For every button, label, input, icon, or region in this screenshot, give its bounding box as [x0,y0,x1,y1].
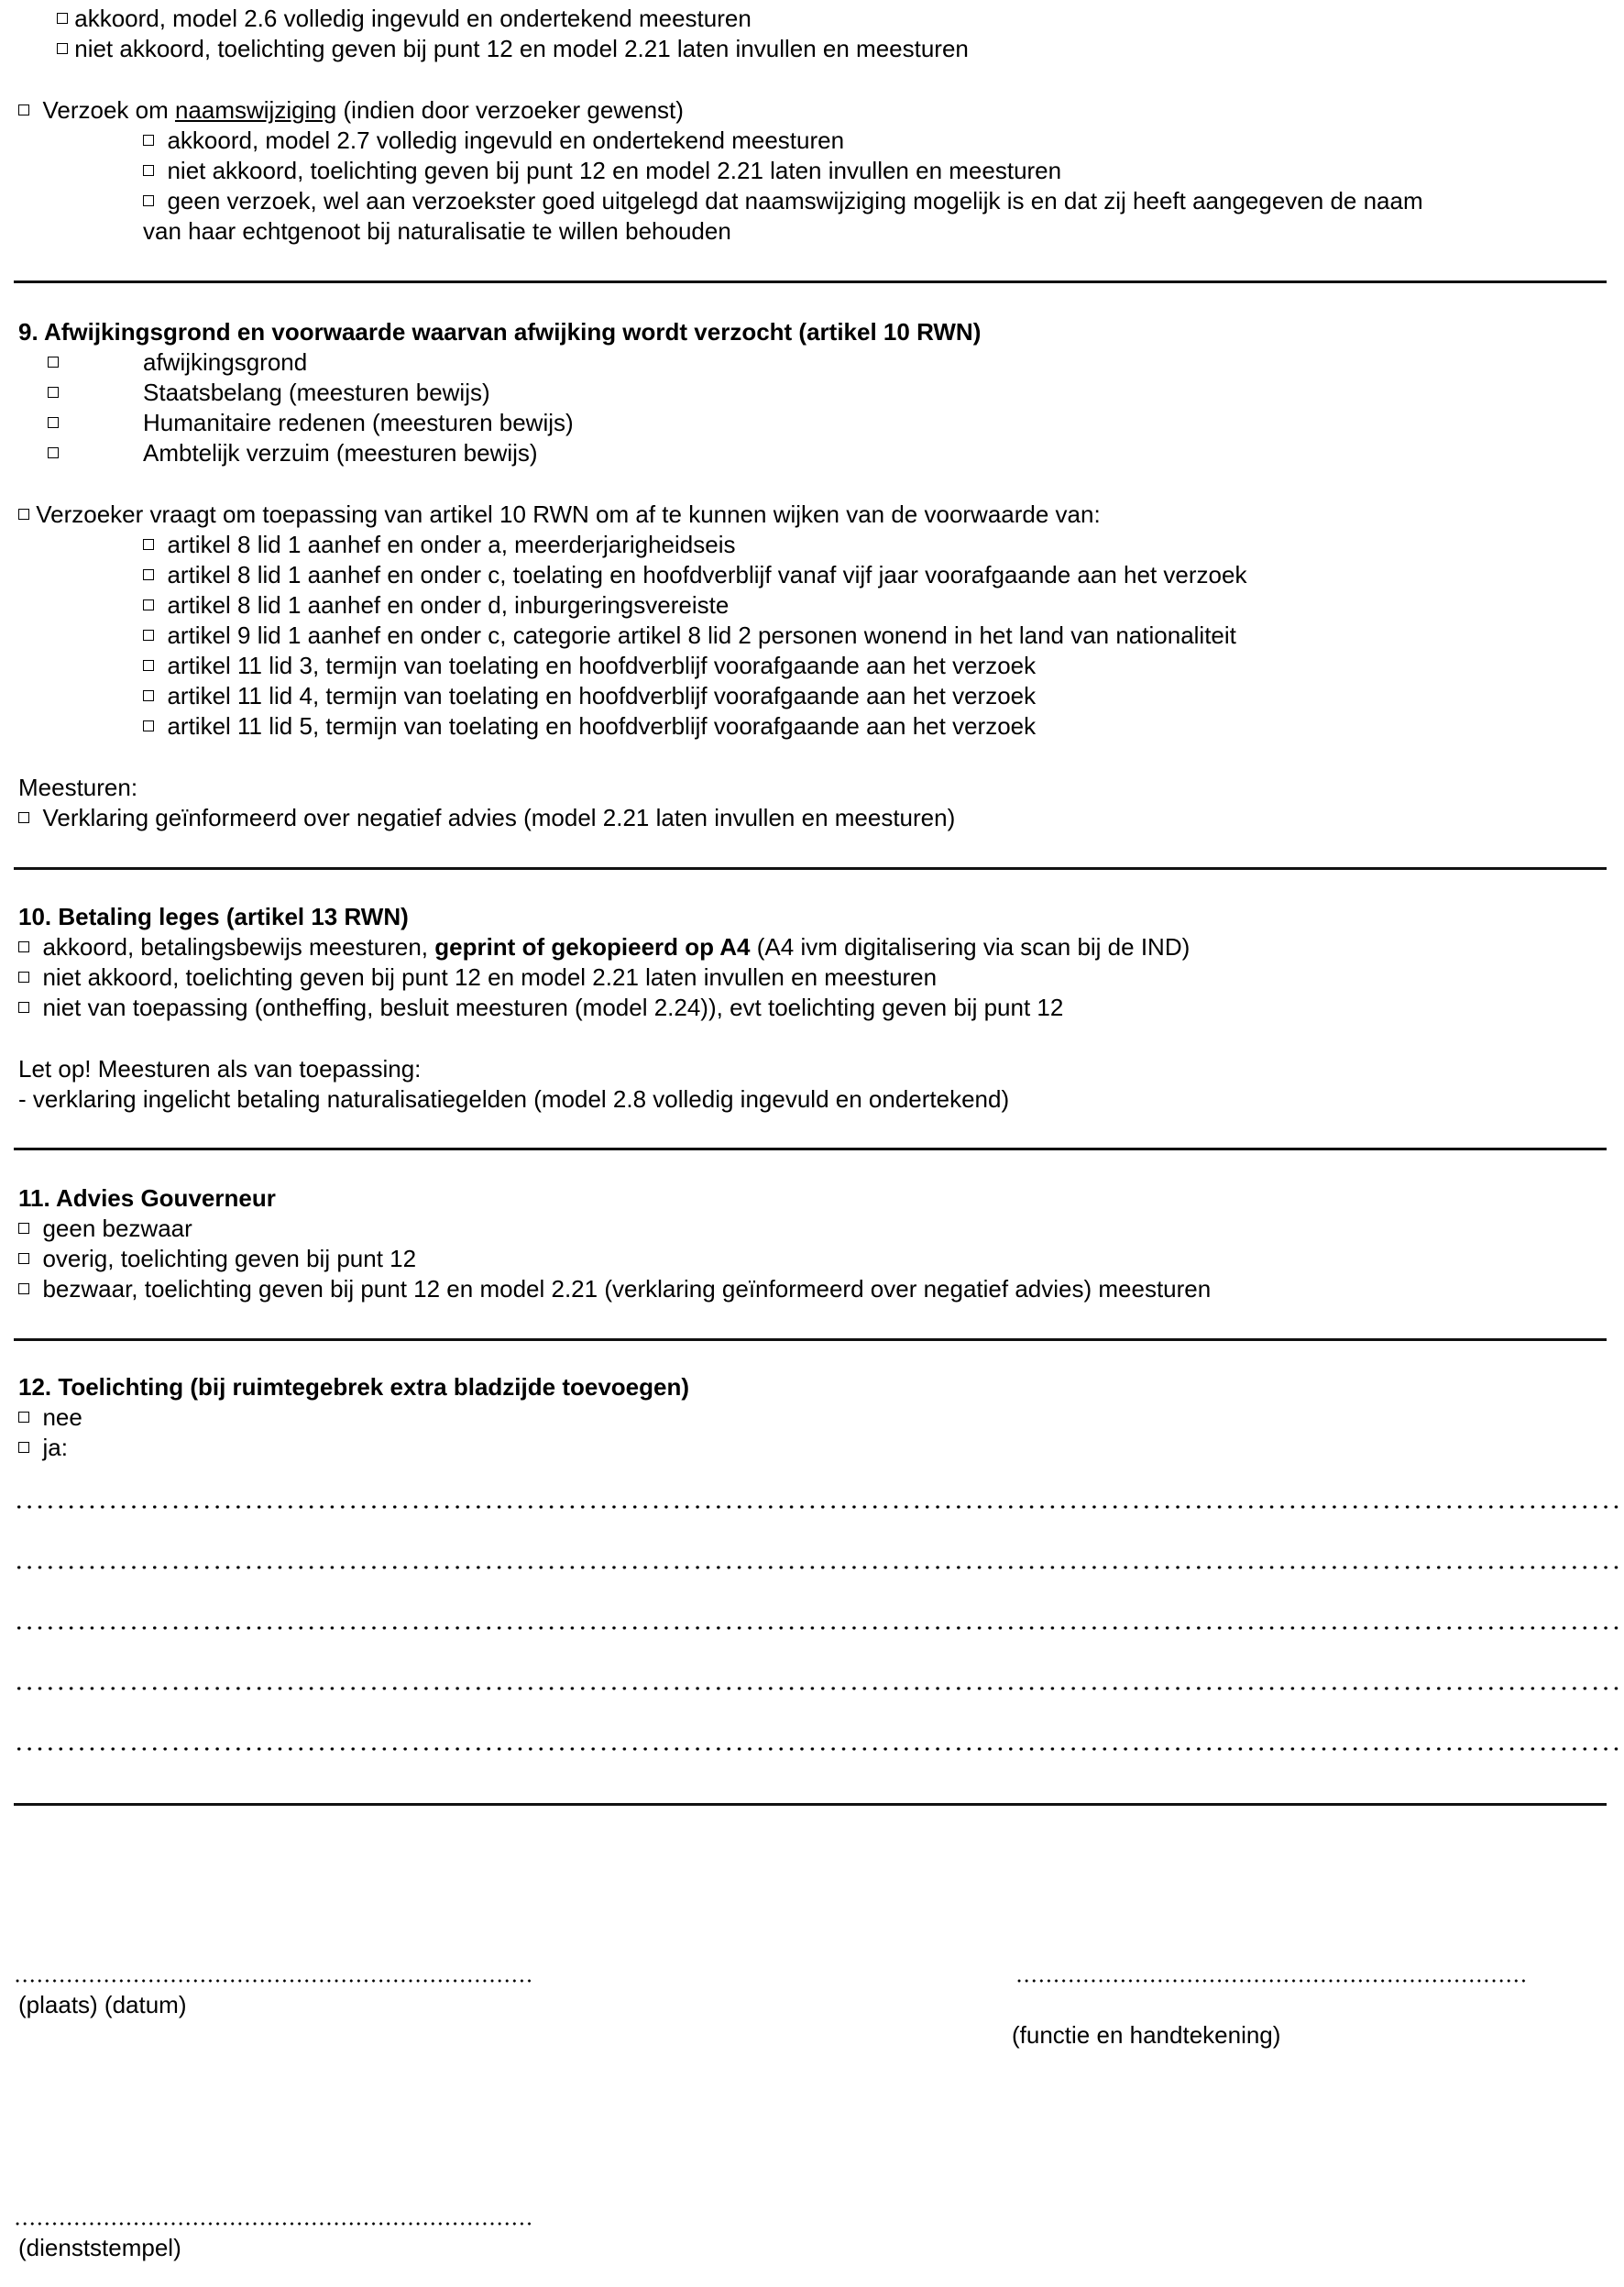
function-signature-field[interactable] [1015,1979,1529,1983]
checkbox-icon[interactable] [143,599,154,610]
checkbox-icon[interactable] [18,1002,29,1013]
checkbox-icon[interactable] [18,104,29,115]
explanation-line-1[interactable] [14,1505,1624,1509]
ground-afwijkingsgrond[interactable]: afwijkingsgrond [48,347,59,377]
enclose-negative-advice[interactable]: Verklaring geïnformeerd over negatief advies (model 2.21 laten invullen en meesturen) [18,803,955,832]
section-10-title: 10. Betaling leges (artikel 13 RWN) [18,903,409,930]
section-divider [14,280,1607,283]
stamp-field[interactable] [14,2222,534,2226]
option-niet-akkoord-2-6[interactable]: niet akkoord, toelichting geven bij punt 12 en model 2.21 laten invullen en meesturen [57,34,969,63]
name-change-continuation: van haar echtgenoot bij naturalisatie te willen behouden [143,217,731,245]
section-divider [14,867,1607,870]
section-12-title: 12. Toelichting (bij ruimtegebrek extra bladzijde toevoegen) [18,1373,689,1401]
explanation-ja[interactable]: ja: [18,1433,68,1462]
checkbox-icon[interactable] [18,1283,29,1294]
place-date-label: (plaats) (datum) [18,1991,187,2018]
condition-item[interactable]: artikel 8 lid 1 aanhef en onder a, meerderjarigheidseis [143,530,736,559]
checkbox-icon[interactable] [143,135,154,146]
checkbox-icon[interactable] [143,660,154,671]
checkbox-icon[interactable] [143,165,154,176]
checkbox-icon[interactable] [143,720,154,731]
fee-niet-van-toepassing[interactable]: niet van toepassing (ontheffing, besluit meesturen (model 2.24)), evt toelichting geven bij punt 12 [18,993,1063,1022]
ground-humanitaire-redenen[interactable]: Humanitaire redenen (meesturen bewijs) [48,408,59,437]
section-divider [14,1803,1607,1806]
checkbox-icon[interactable] [18,812,29,823]
checkbox-icon[interactable] [143,569,154,580]
explanation-line-5[interactable] [14,1747,1624,1751]
checkbox-icon[interactable] [57,13,68,24]
checkbox-icon[interactable] [18,509,29,520]
place-date-field[interactable] [14,1979,534,1983]
checkbox-icon[interactable] [18,1412,29,1423]
checkbox-icon[interactable] [143,195,154,206]
fee-note-item: - verklaring ingelicht betaling naturalisatiegelden (model 2.8 volledig ingevuld en ondertekend) [18,1085,1010,1113]
ground-staatsbelang[interactable]: Staatsbelang (meesturen bewijs) [48,378,59,407]
fee-note-title: Let op! Meesturen als van toepassing: [18,1055,422,1083]
condition-item[interactable]: artikel 11 lid 5, termijn van toelating en hoofdverblijf voorafgaande aan het verzoek [143,711,1036,741]
enclose-label: Meesturen: [18,774,138,801]
condition-item[interactable]: artikel 8 lid 1 aanhef en onder d, inburgeringsvereiste [143,590,729,620]
section-divider [14,1338,1607,1341]
advice-bezwaar[interactable]: bezwaar, toelichting geven bij punt 12 en model 2.21 (verklaring geïnformeerd over negatief advies) meesturen [18,1274,1211,1303]
checkbox-icon[interactable] [57,43,68,54]
condition-item[interactable]: artikel 9 lid 1 aanhef en onder c, categorie artikel 8 lid 2 personen wonend in het land van nationaliteit [143,621,1236,650]
checkbox-icon[interactable] [18,1442,29,1453]
stamp-label: (dienststempel) [18,2234,181,2261]
article-10-request[interactable]: Verzoeker vraagt om toepassing van artikel 10 RWN om af te kunnen wijken van de voorwaarde van: [18,500,1101,529]
explanation-line-3[interactable] [14,1626,1624,1630]
section-divider [14,1148,1607,1150]
section-9-title: 9. Afwijkingsgrond en voorwaarde waarvan afwijking wordt verzocht (artikel 10 RWN) [18,318,982,346]
checkbox-icon[interactable] [18,1223,29,1234]
name-change-request[interactable]: Verzoek om naamswijziging (indien door verzoeker gewenst) [18,95,684,125]
fee-akkoord[interactable]: akkoord, betalingsbewijs meesturen, geprint of gekopieerd op A4 (A4 ivm digitalisering via scan bij de IND) [18,932,1190,962]
checkbox-icon[interactable] [143,630,154,641]
explanation-line-4[interactable] [14,1687,1624,1690]
checkbox-icon[interactable] [48,447,59,458]
ground-ambtelijk-verzuim[interactable]: Ambtelijk verzuim (meesturen bewijs) [48,438,59,467]
condition-item[interactable]: artikel 11 lid 3, termijn van toelating en hoofdverblijf voorafgaande aan het verzoek [143,651,1036,680]
checkbox-icon[interactable] [18,1253,29,1264]
checkbox-icon[interactable] [18,941,29,952]
option-name-change-niet-akkoord[interactable]: niet akkoord, toelichting geven bij punt 12 en model 2.21 laten invullen en meesturen [143,156,1061,185]
checkbox-icon[interactable] [143,690,154,701]
condition-item[interactable]: artikel 11 lid 4, termijn van toelating en hoofdverblijf voorafgaande aan het verzoek [143,681,1036,710]
explanation-nee[interactable]: nee [18,1402,82,1432]
checkbox-icon[interactable] [18,972,29,983]
checkbox-icon[interactable] [48,417,59,428]
fee-niet-akkoord[interactable]: niet akkoord, toelichting geven bij punt 12 en model 2.21 laten invullen en meesturen [18,962,937,992]
option-name-change-akkoord[interactable]: akkoord, model 2.7 volledig ingevuld en ondertekend meesturen [143,126,844,155]
advice-overig[interactable]: overig, toelichting geven bij punt 12 [18,1244,416,1273]
advice-geen-bezwaar[interactable]: geen bezwaar [18,1214,192,1243]
condition-item[interactable]: artikel 8 lid 1 aanhef en onder c, toelating en hoofdverblijf vanaf vijf jaar voorafgaande aan het verzoek [143,560,1246,589]
option-name-change-geen-verzoek[interactable]: geen verzoek, wel aan verzoekster goed uitgelegd dat naamswijziging mogelijk is en dat zij heeft aangegeven de naam [143,186,1423,215]
checkbox-icon[interactable] [48,357,59,368]
checkbox-icon[interactable] [48,387,59,398]
section-11-title: 11. Advies Gouverneur [18,1184,276,1212]
checkbox-icon[interactable] [143,539,154,550]
function-signature-label: (functie en handtekening) [1012,2021,1281,2049]
explanation-line-2[interactable] [14,1566,1624,1569]
option-akkoord-model-2-6[interactable]: akkoord, model 2.6 volledig ingevuld en ondertekend meesturen [57,4,752,33]
